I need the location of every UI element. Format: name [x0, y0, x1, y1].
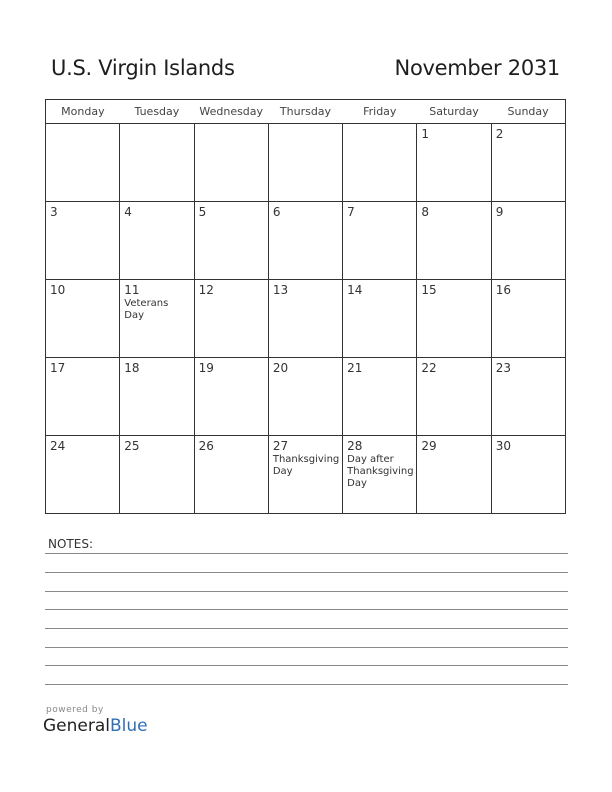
- note-line: [45, 628, 568, 629]
- day-number: 4: [124, 205, 132, 219]
- day-number: 9: [495, 205, 504, 219]
- day-number: 17: [50, 361, 66, 375]
- day-number: 5: [198, 205, 207, 219]
- day-cell: [268, 202, 342, 280]
- holiday-label: Day after Thanksgiving Day: [347, 454, 414, 489]
- day-cell: [343, 280, 417, 358]
- day-number: 3: [50, 205, 58, 219]
- weekday-saturday: Saturday: [417, 100, 491, 124]
- day-cell: [120, 436, 194, 514]
- day-number: 20: [272, 361, 289, 375]
- week-row: [46, 280, 566, 358]
- day-cell: [491, 358, 565, 436]
- day-cell: [46, 358, 120, 436]
- day-cell: [194, 124, 268, 202]
- day-cell: [46, 202, 120, 280]
- day-cell: [46, 124, 120, 202]
- day-cell: [46, 436, 120, 514]
- day-number: 1: [421, 127, 430, 141]
- week-row: [46, 436, 566, 514]
- day-number: 14: [347, 283, 363, 297]
- note-line: [45, 572, 568, 573]
- day-cell: [194, 436, 268, 514]
- day-cell: [268, 436, 342, 514]
- day-cell: [417, 358, 491, 436]
- day-number: 18: [124, 361, 140, 375]
- week-row: [46, 202, 566, 280]
- day-cell: [491, 202, 565, 280]
- day-number: 8: [421, 205, 430, 219]
- week-row: [46, 124, 566, 202]
- holiday-label: Veterans Day: [124, 298, 169, 321]
- day-cell: [343, 436, 417, 514]
- brand-name-blue: Blue: [110, 716, 148, 736]
- note-line: [45, 591, 568, 592]
- weekday-tuesday: Tuesday: [120, 100, 194, 124]
- note-line: [45, 553, 568, 554]
- day-number: 10: [50, 283, 66, 297]
- day-cell: [417, 124, 491, 202]
- day-cell: [343, 124, 417, 202]
- day-cell: [268, 280, 342, 358]
- day-cell: [343, 202, 417, 280]
- day-cell: [491, 436, 565, 514]
- powered-by-text: powered by: [46, 705, 104, 715]
- day-cell: [46, 280, 120, 358]
- day-cell: [491, 280, 565, 358]
- day-cell: [120, 280, 194, 358]
- day-cell: [268, 358, 342, 436]
- day-cell: [194, 202, 268, 280]
- day-number: 21: [347, 361, 363, 375]
- weekday-header-row: [46, 100, 566, 124]
- day-number: 28: [347, 439, 363, 453]
- weekday-thursday: Thursday: [268, 100, 342, 124]
- day-number: 13: [272, 283, 289, 297]
- day-cell: [120, 358, 194, 436]
- calendar-grid: [45, 99, 566, 514]
- day-number: 23: [495, 361, 511, 375]
- note-line: [45, 609, 568, 610]
- weekday-wednesday: Wednesday: [194, 100, 268, 124]
- weekday-monday: Monday: [46, 100, 120, 124]
- day-cell: [417, 202, 491, 280]
- day-cell: [417, 436, 491, 514]
- holiday-label: Thanksgiving Day: [272, 454, 340, 477]
- day-cell: [194, 280, 268, 358]
- note-line: [45, 665, 568, 666]
- notes-label: NOTES:: [48, 537, 93, 551]
- weekday-friday: Friday: [343, 100, 417, 124]
- day-cell: [120, 124, 194, 202]
- brand-name-general: General: [43, 716, 110, 736]
- day-number: 6: [272, 205, 281, 219]
- brand-logo: [43, 716, 148, 736]
- note-line: [45, 647, 568, 648]
- day-number: 19: [198, 361, 214, 375]
- day-number: 7: [347, 205, 355, 219]
- day-number: 26: [198, 439, 214, 453]
- day-number: 2: [495, 127, 504, 141]
- day-cell: [120, 202, 194, 280]
- day-number: 27: [272, 439, 289, 453]
- day-number: 24: [50, 439, 66, 453]
- week-row: [46, 358, 566, 436]
- day-number: 22: [421, 361, 437, 375]
- day-number: 25: [124, 439, 140, 453]
- day-number: 12: [198, 283, 214, 297]
- day-number: 15: [421, 283, 437, 297]
- country-title: U.S. Virgin Islands: [51, 56, 235, 80]
- day-number: 30: [495, 439, 511, 453]
- day-cell: [343, 358, 417, 436]
- weekday-sunday: Sunday: [491, 100, 565, 124]
- day-number: 29: [421, 439, 437, 453]
- day-cell: [194, 358, 268, 436]
- month-year-title: November 2031: [394, 56, 560, 80]
- note-line: [45, 684, 568, 685]
- day-number: 16: [495, 283, 511, 297]
- day-cell: [268, 124, 342, 202]
- day-number: 11: [124, 283, 140, 297]
- day-cell: [417, 280, 491, 358]
- day-cell: [491, 124, 565, 202]
